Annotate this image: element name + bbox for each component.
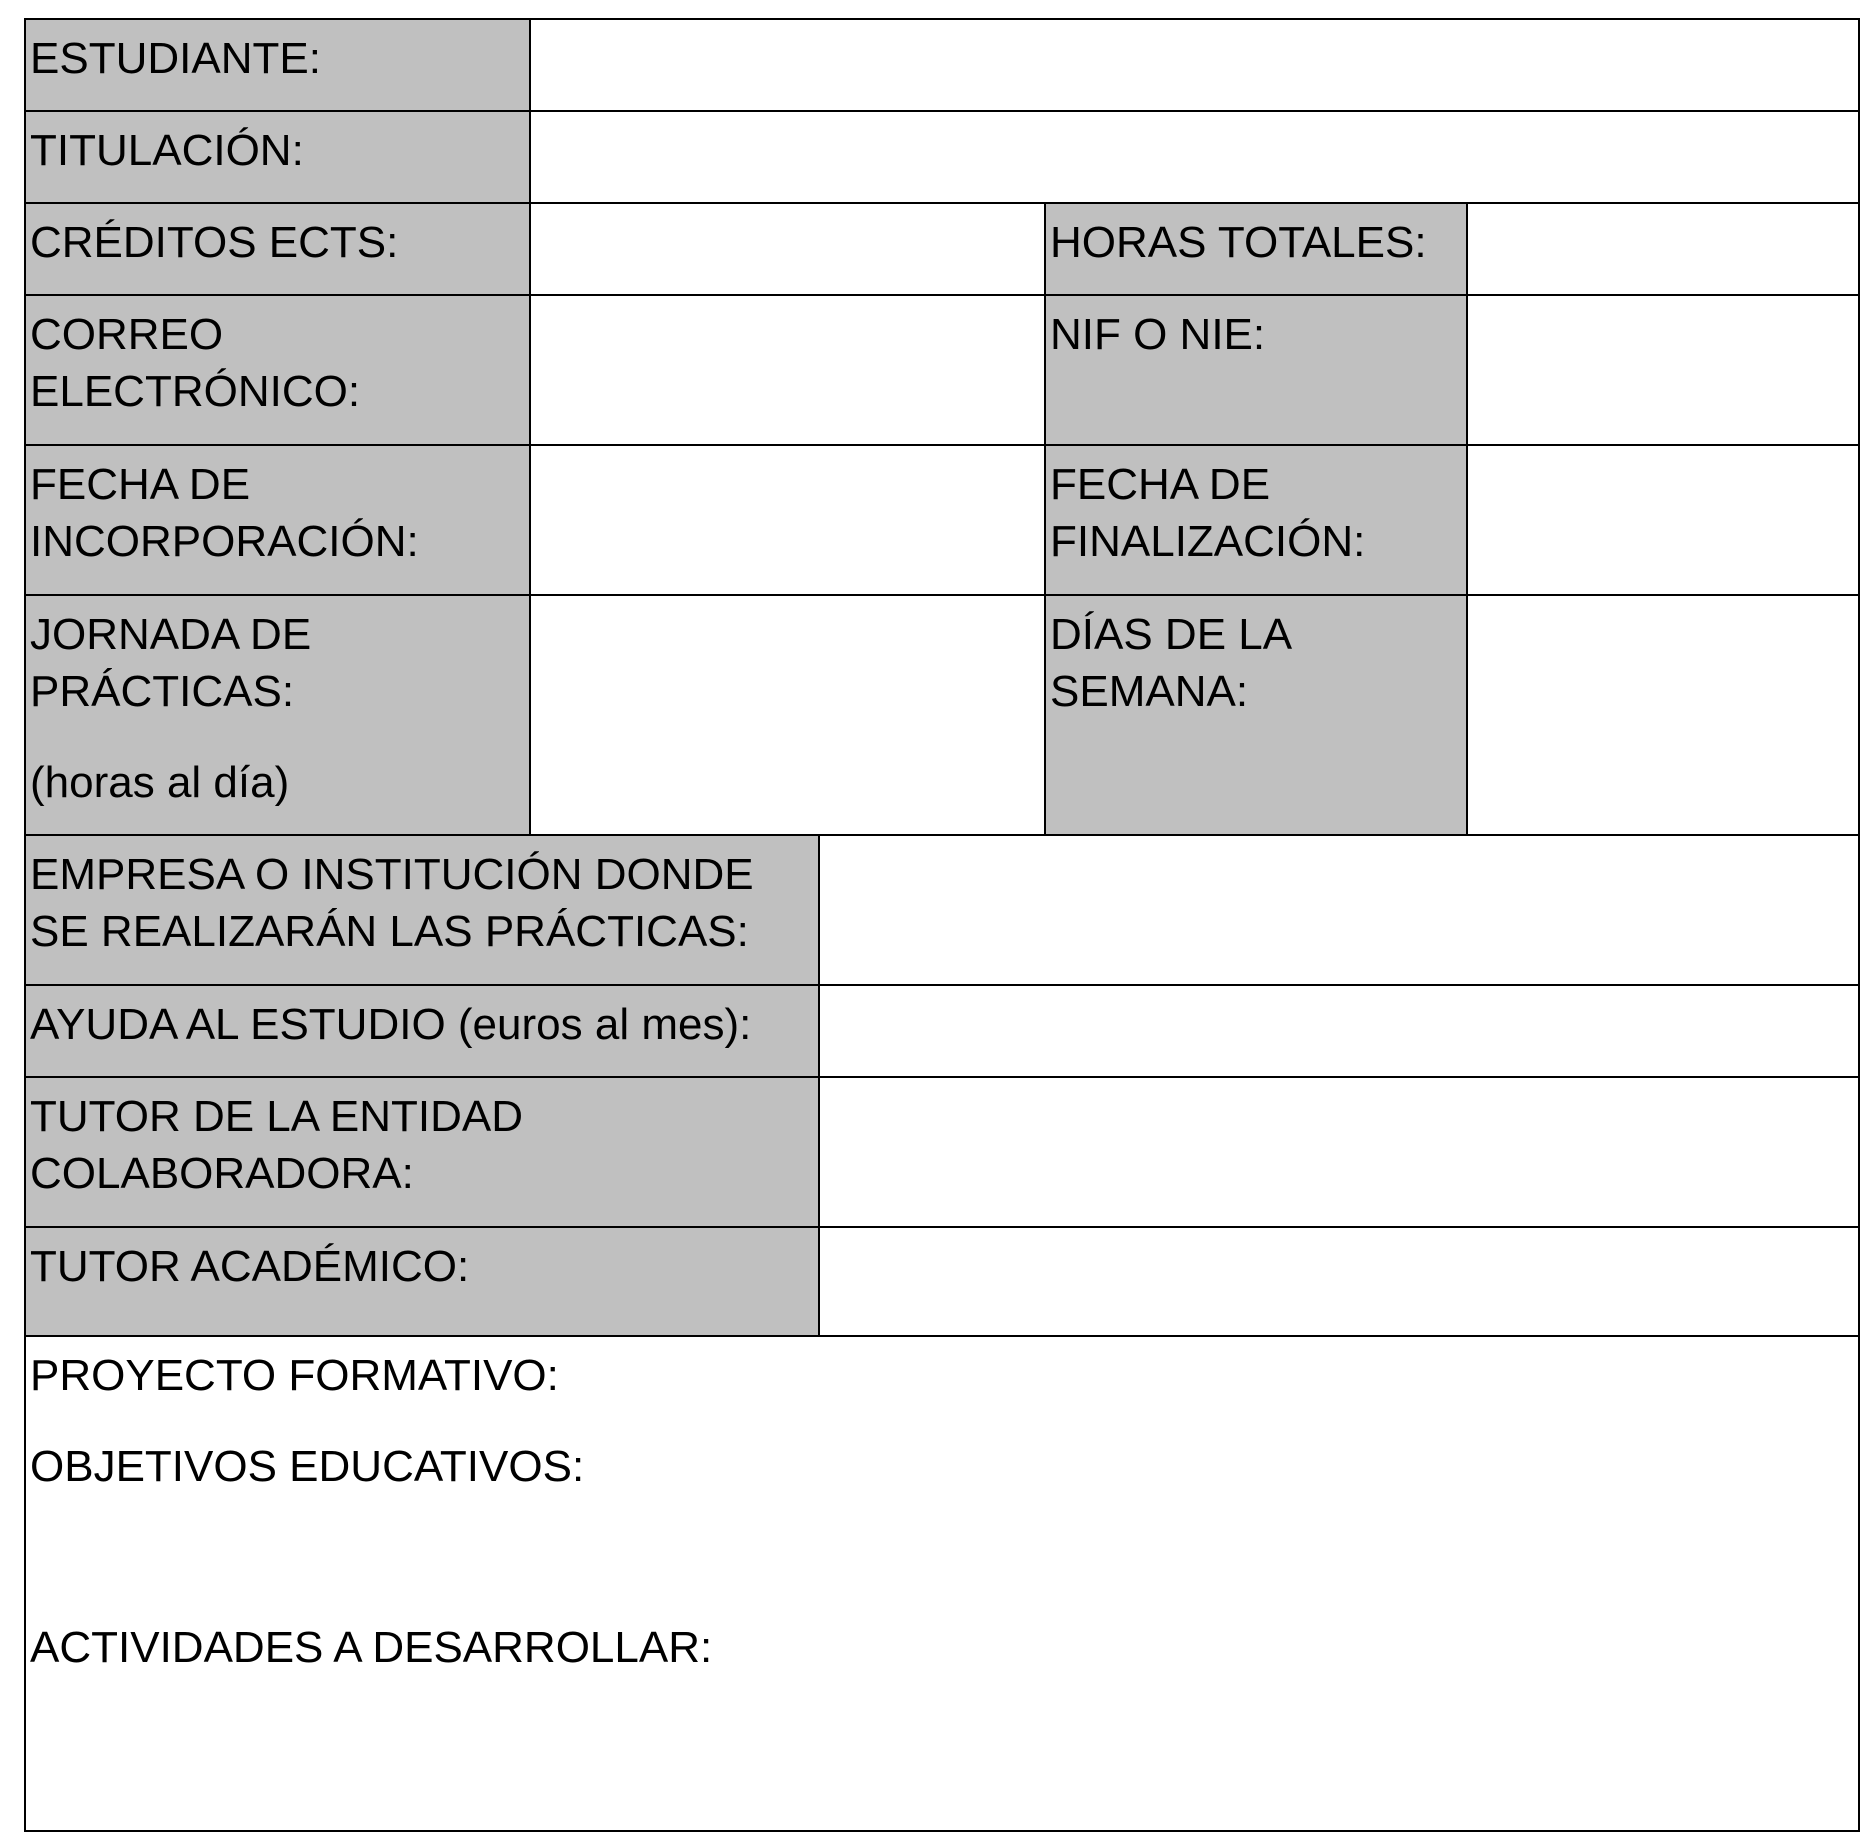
empresa-label-line1: EMPRESA O INSTITUCIÓN DONDE <box>30 850 754 899</box>
titulacion-label-cell <box>24 110 531 204</box>
actividades-label: ACTIVIDADES A DESARROLLAR: <box>30 1623 713 1672</box>
empresa-label-cell <box>24 834 820 986</box>
nif-label: NIF O NIE: <box>1050 310 1266 359</box>
fecha-finalizacion-label-cell <box>1044 444 1468 596</box>
fecha-incorporacion-label-line2: INCORPORACIÓN: <box>30 517 419 566</box>
titulacion-label: TITULACIÓN: <box>30 126 304 175</box>
horas-totales-label: HORAS TOTALES: <box>1050 218 1427 267</box>
correo-field[interactable] <box>529 294 1046 446</box>
ayuda-label-cell <box>24 984 820 1078</box>
fecha-incorporacion-field[interactable] <box>529 444 1046 596</box>
titulacion-field[interactable] <box>529 110 1860 204</box>
horas-totales-field[interactable] <box>1466 202 1860 296</box>
dias-label-line1: DÍAS DE LA <box>1050 610 1293 659</box>
creditos-label: CRÉDITOS ECTS: <box>30 218 399 267</box>
fecha-incorporacion-label-line1: FECHA DE <box>30 460 251 509</box>
creditos-field[interactable] <box>529 202 1046 296</box>
empresa-label-line2: SE REALIZARÁN LAS PRÁCTICAS: <box>30 907 749 956</box>
jornada-field[interactable] <box>529 594 1046 836</box>
fecha-finalizacion-label-line1: FECHA DE <box>1050 460 1271 509</box>
dias-field[interactable] <box>1466 594 1860 836</box>
objetivos-educativos-label: OBJETIVOS EDUCATIVOS: <box>30 1442 585 1491</box>
tutor-entidad-label-cell <box>24 1076 820 1228</box>
jornada-label-line2: PRÁCTICAS: <box>30 667 295 716</box>
jornada-label-cell <box>24 594 531 836</box>
nif-field[interactable] <box>1466 294 1860 446</box>
estudiante-label: ESTUDIANTE: <box>30 34 321 83</box>
tutor-academico-field[interactable] <box>818 1226 1860 1337</box>
correo-label-line2: ELECTRÓNICO: <box>30 367 361 416</box>
dias-label-line2: SEMANA: <box>1050 667 1249 716</box>
proyecto-formativo-section[interactable] <box>24 1335 1860 1832</box>
correo-label-cell <box>24 294 531 446</box>
proyecto-formativo-label: PROYECTO FORMATIVO: <box>30 1351 559 1400</box>
tutor-academico-label-cell <box>24 1226 820 1337</box>
dias-label-cell <box>1044 594 1468 836</box>
creditos-label-cell <box>24 202 531 296</box>
nif-label-cell <box>1044 294 1468 446</box>
tutor-entidad-label-line2: COLABORADORA: <box>30 1149 414 1198</box>
estudiante-label-cell <box>24 18 531 112</box>
jornada-note: (horas al día) <box>30 758 290 807</box>
tutor-entidad-label-line1: TUTOR DE LA ENTIDAD <box>30 1092 524 1141</box>
tutor-entidad-field[interactable] <box>818 1076 1860 1228</box>
correo-label-line1: CORREO <box>30 310 224 359</box>
jornada-label-line1: JORNADA DE <box>30 610 312 659</box>
tutor-academico-label: TUTOR ACADÉMICO: <box>30 1242 470 1291</box>
ayuda-label: AYUDA AL ESTUDIO (euros al mes): <box>30 1000 752 1049</box>
ayuda-field[interactable] <box>818 984 1860 1078</box>
fecha-finalizacion-label-line2: FINALIZACIÓN: <box>1050 517 1366 566</box>
fecha-incorporacion-label-cell <box>24 444 531 596</box>
empresa-field[interactable] <box>818 834 1860 986</box>
estudiante-field[interactable] <box>529 18 1860 112</box>
fecha-finalizacion-field[interactable] <box>1466 444 1860 596</box>
horas-totales-label-cell <box>1044 202 1468 296</box>
